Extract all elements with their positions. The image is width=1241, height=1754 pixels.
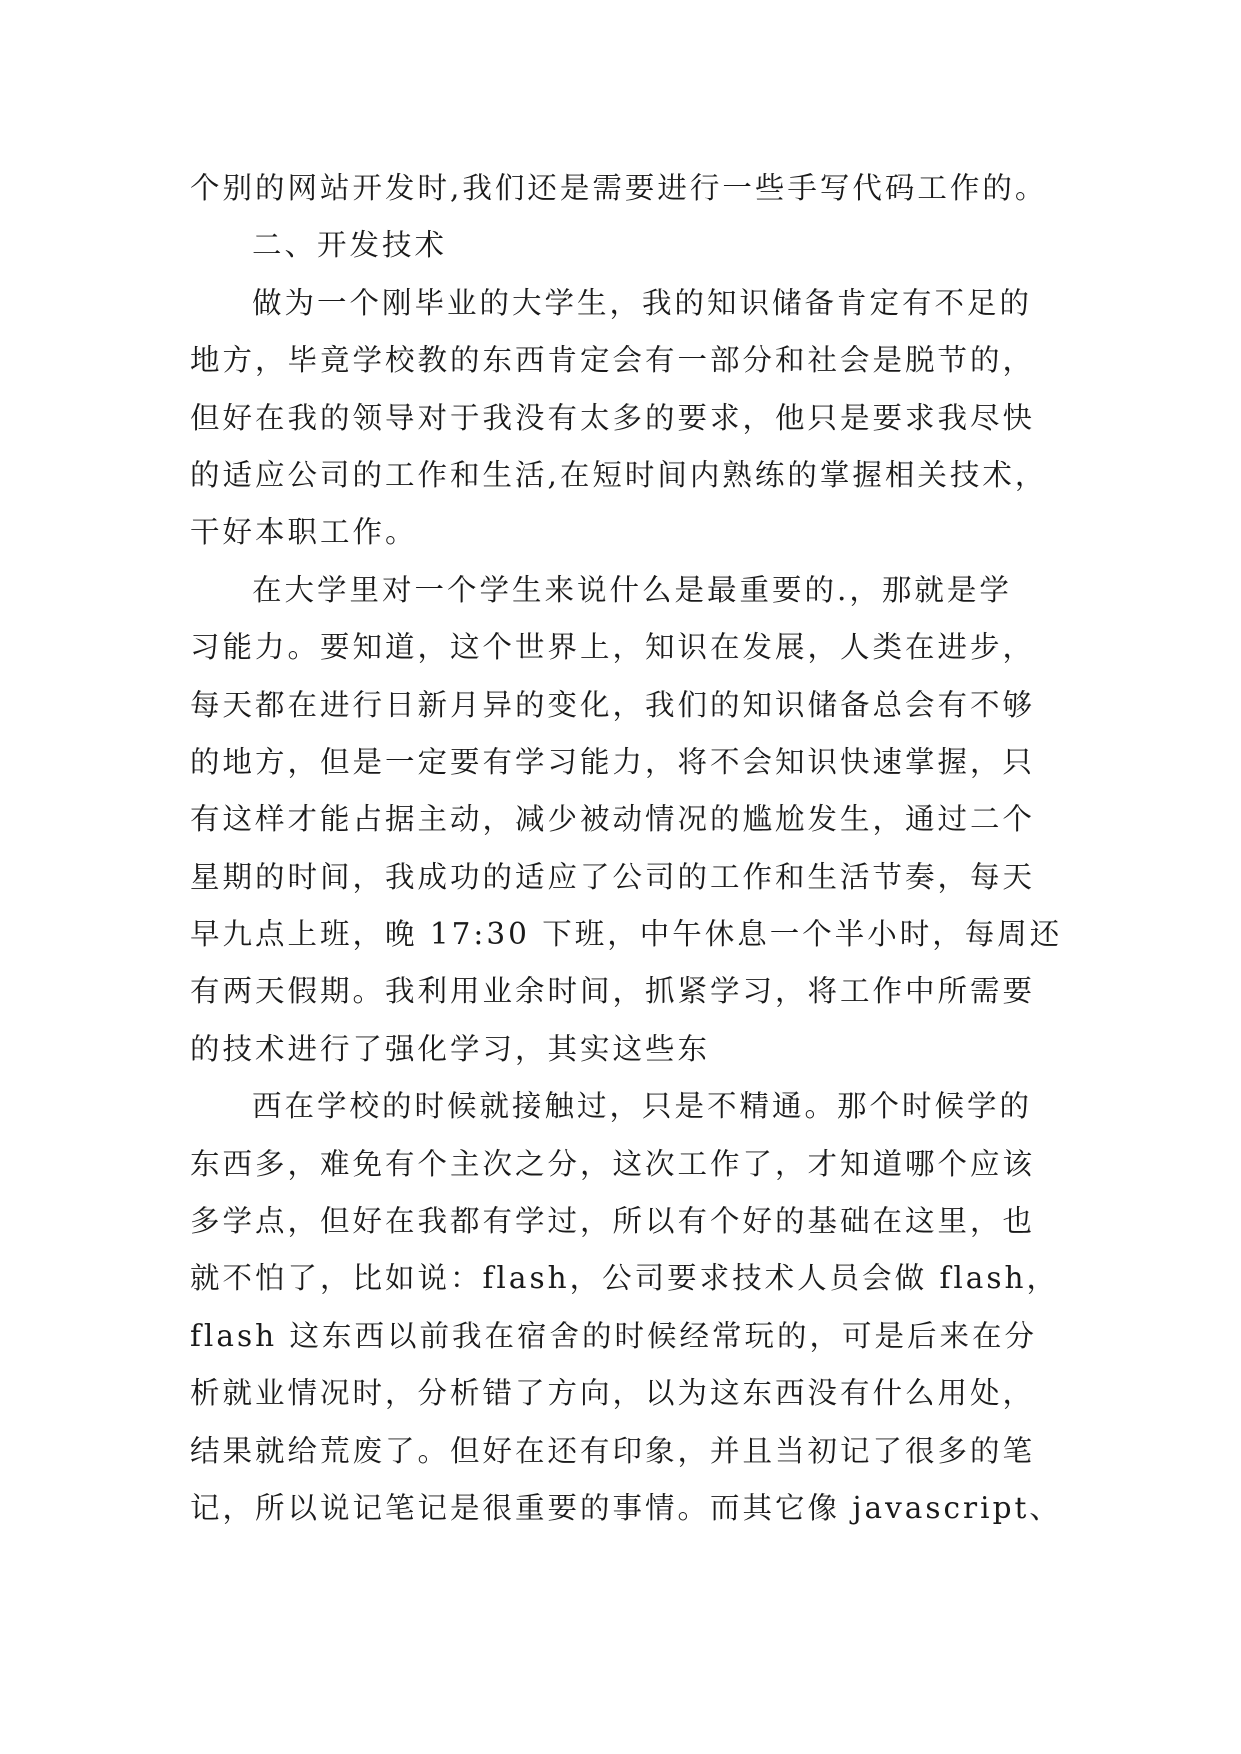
text-line: 习能力。要知道，这个世界上，知识在发展，人类在进步， bbox=[190, 630, 1036, 665]
text-line: 干好本职工作。 bbox=[190, 515, 418, 550]
text-line: 东西多，难免有个主次之分，这次工作了，才知道哪个应该 bbox=[190, 1146, 1036, 1181]
text-line: 星期的时间，我成功的适应了公司的工作和生活节奏，每天 bbox=[190, 859, 1036, 894]
text-line: 在大学里对一个学生来说什么是最重要的.，那就是学 bbox=[252, 572, 1012, 607]
text-line: 有两天假期。我利用业余时间，抓紧学习，将工作中所需要 bbox=[190, 974, 1036, 1009]
text-line: 的适应公司的工作和生活,在短时间内熟练的掌握相关技术， bbox=[190, 457, 1048, 492]
text-line: 记，所以说记笔记是很重要的事情。而其它像 javascript、 bbox=[190, 1490, 1062, 1525]
text-line: flash 这东西以前我在宿舍的时候经常玩的，可是后来在分 bbox=[190, 1318, 1037, 1353]
text-line: 析就业情况时，分析错了方向，以为这东西没有什么用处， bbox=[190, 1376, 1036, 1411]
text-line: 结果就给荒废了。但好在还有印象，并且当初记了很多的笔 bbox=[190, 1433, 1036, 1468]
text-line: 的地方，但是一定要有学习能力，将不会知识快速掌握，只 bbox=[190, 744, 1036, 779]
text-line: 有这样才能占据主动，减少被动情况的尴尬发生，通过二个 bbox=[190, 802, 1036, 837]
text-line: 做为一个刚毕业的大学生，我的知识储备肯定有不足的 bbox=[252, 285, 1033, 320]
text-line: 早九点上班，晚 17:30 下班，中午休息一个半小时，每周还 bbox=[190, 917, 1063, 952]
text-line: 每天都在进行日新月异的变化，我们的知识储备总会有不够 bbox=[190, 687, 1036, 722]
text-line: 西在学校的时候就接触过，只是不精通。那个时候学的 bbox=[252, 1089, 1033, 1124]
text-line: 个别的网站开发时,我们还是需要进行一些手写代码工作的。 bbox=[190, 171, 1048, 205]
text-line: 地方，毕竟学校教的东西肯定会有一部分和社会是脱节的， bbox=[190, 343, 1036, 378]
text-line: 多学点，但好在我都有学过，所以有个好的基础在这里，也 bbox=[190, 1204, 1036, 1239]
section-heading: 二、开发技术 bbox=[252, 228, 448, 263]
text-line: 但好在我的领导对于我没有太多的要求，他只是要求我尽快 bbox=[190, 400, 1036, 435]
text-line: 的技术进行了强化学习，其实这些东 bbox=[190, 1031, 711, 1066]
body-text bbox=[190, 160, 1070, 1537]
text-line: 就不怕了，比如说：flash，公司要求技术人员会做 flash， bbox=[190, 1261, 1060, 1296]
